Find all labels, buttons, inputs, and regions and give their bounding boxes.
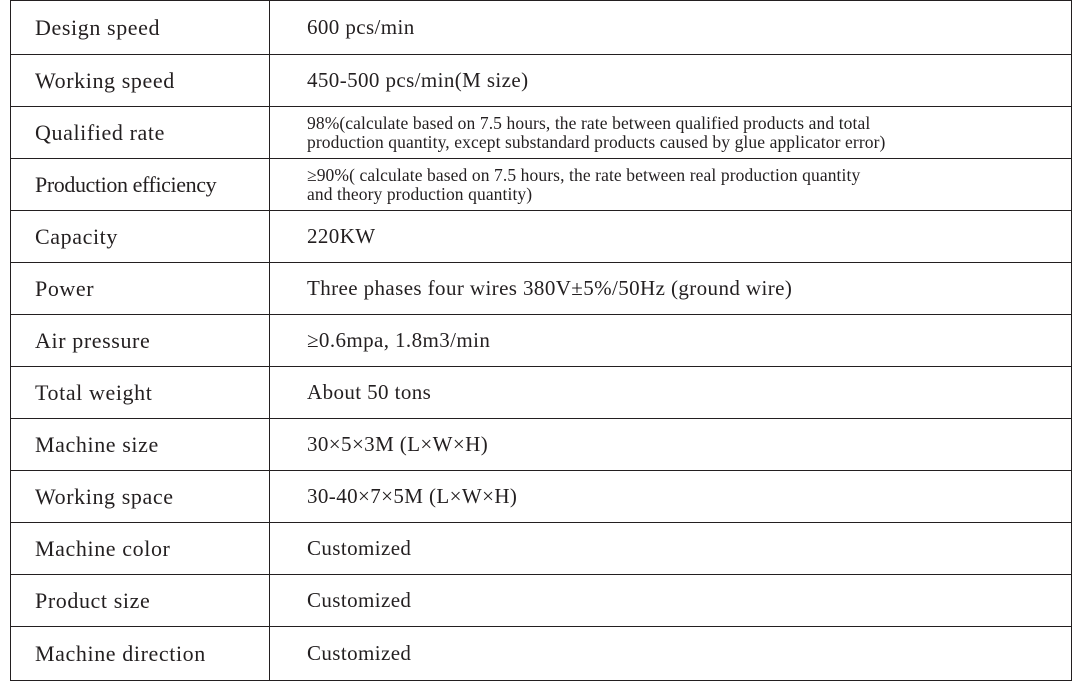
table-row xyxy=(11,471,1072,523)
table-row xyxy=(11,627,1072,681)
spec-label: Machine direction xyxy=(11,627,270,681)
spec-value: About 50 tons xyxy=(270,367,1072,419)
spec-value-line: production quantity, except substandard products caused by glue applicator error) xyxy=(307,132,886,152)
spec-value xyxy=(270,107,1072,159)
table-row xyxy=(11,159,1072,211)
spec-label: Working speed xyxy=(11,55,270,107)
spec-value-line: and theory production quantity) xyxy=(307,184,533,204)
spec-value: Three phases four wires 380V±5%/50Hz (ground wire) xyxy=(270,263,1072,315)
spec-value: Customized xyxy=(270,627,1072,681)
table-row xyxy=(11,1,1072,55)
table-row xyxy=(11,315,1072,367)
table-row xyxy=(11,55,1072,107)
spec-value-line: ≥90%( calculate based on 7.5 hours, the rate between real production quantity xyxy=(307,165,861,185)
spec-value: 600 pcs/min xyxy=(270,1,1072,55)
spec-value: 30-40×7×5M (L×W×H) xyxy=(270,471,1072,523)
spec-value: 220KW xyxy=(270,211,1072,263)
spec-label: Air pressure xyxy=(11,315,270,367)
spec-label: Product size xyxy=(11,575,270,627)
table-row xyxy=(11,419,1072,471)
spec-label: Qualified rate xyxy=(11,107,270,159)
table-row xyxy=(11,211,1072,263)
spec-value: Customized xyxy=(270,523,1072,575)
spec-table xyxy=(10,0,1072,681)
table-row xyxy=(11,367,1072,419)
spec-value: ≥0.6mpa, 1.8m3/min xyxy=(270,315,1072,367)
spec-label: Machine size xyxy=(11,419,270,471)
spec-label: Machine color xyxy=(11,523,270,575)
spec-value xyxy=(270,159,1072,211)
spec-label: Working space xyxy=(11,471,270,523)
spec-label: Power xyxy=(11,263,270,315)
spec-value-line: 98%(calculate based on 7.5 hours, the rate between qualified products and total xyxy=(307,113,871,133)
spec-value: 450-500 pcs/min(M size) xyxy=(270,55,1072,107)
spec-label: Capacity xyxy=(11,211,270,263)
spec-label: Total weight xyxy=(11,367,270,419)
table-row xyxy=(11,263,1072,315)
table-row xyxy=(11,107,1072,159)
spec-label: Production efficiency xyxy=(11,159,270,211)
spec-value: 30×5×3M (L×W×H) xyxy=(270,419,1072,471)
table-row xyxy=(11,523,1072,575)
table-row xyxy=(11,575,1072,627)
spec-value: Customized xyxy=(270,575,1072,627)
spec-label: Design speed xyxy=(11,1,270,55)
